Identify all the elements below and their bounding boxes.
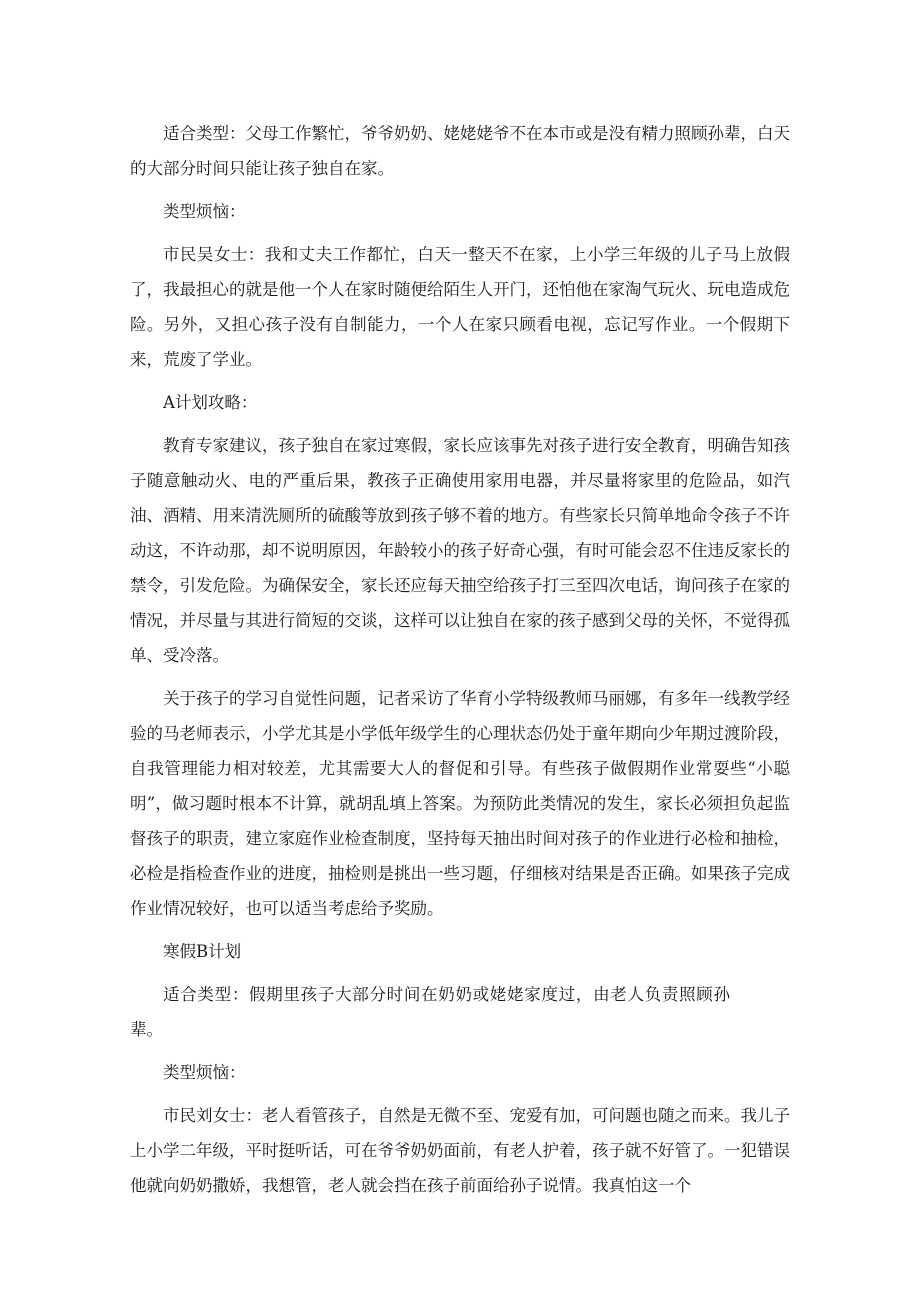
paragraph-plan-b-heading: 寒假B计划 [163, 942, 242, 961]
paragraph-trouble-heading-b: 类型烦恼： [163, 1063, 246, 1082]
document-body [130, 116, 790, 1211]
paragraph-ms-wu: 市民吴女士：我和丈夫工作都忙，白天一整天不在家，上小学三年级的儿子马上放假了，我最担心的就是他一个人在家时随便给陌生人开门，还怕他在家淘气玩火、玩电造成危险。另外，又担心孩子没有自制能力，一个人在家只顾看电视，忘记写作业。一个假期下来，荒废了学业。 [130, 245, 790, 369]
paragraph-study-discipline: 关于孩子的学习自觉性问题，记者采访了华育小学特级教师马丽娜，有多年一线教学经验的马老师表示，小学尤其是小学低年级学生的心理状态仍处于童年期向少年期过渡阶段，自我管理能力相对较差，尤其需要大人的督促和引导。有些孩子做假期作业常耍些“小聪明”，做习题时根本不计算，就胡乱填上答案。为预防此类情况的发生，家长必须担负起监督孩子的职责，建立家庭作业检查制度，坚持每天抽出时间对孩子的作业进行必检和抽检，必检是指检查作业的进度，抽检则是挑出一些习题，仔细核对结果是否正确。如果孩子完成作业情况较好，也可以适当考虑给予奖励。 [130, 689, 790, 918]
paragraph-expert-advice: 教育专家建议，孩子独自在家过寒假，家长应该事先对孩子进行安全教育，明确告知孩子随意触动火、电的严重后果，教孩子正确使用家用电器，并尽量将家里的危险品，如汽油、酒精、用来清洗厕所的硫酸等放到孩子够不着的地方。有些家长只简单地命令孩子不许动这，不许动那，却不说明原因，年龄较小的孩子好奇心强，有时可能会忍不住违反家长的禁令，引发危险。为确保安全，家长还应每天抽空给孩子打三至四次电话，询问孩子在家的情况，并尽量与其进行简短的交谈，这样可以让独自在家的孩子感到父母的关怀，不觉得孤单、受冷落。 [130, 436, 790, 665]
paragraph-suitable-type-a: 适合类型：父母工作繁忙，爷爷奶奶、姥姥姥爷不在本市或是没有精力照顾孙辈，白天的大部分时间只能让孩子独自在家。 [130, 124, 790, 178]
paragraph-ms-liu: 市民刘女士：老人看管孩子，自然是无微不至、宠爱有加，可问题也随之而来。我儿子上小学二年级，平时挺听话，可在爷爷奶奶面前，有老人护着，孩子就不好管了。一犯错误他就向奶奶撒娇，我想管，老人就会挡在孩子前面给孙子说情。我真怕这一个 [130, 1106, 790, 1195]
paragraph-suitable-type-b: 适合类型：假期里孩子大部分时间在奶奶或姥姥家度过，由老人负责照顾孙辈。 [130, 985, 730, 1039]
paragraph-plan-a-heading: A计划攻略： [163, 393, 258, 412]
paragraph-trouble-heading-a: 类型烦恼： [163, 202, 246, 221]
